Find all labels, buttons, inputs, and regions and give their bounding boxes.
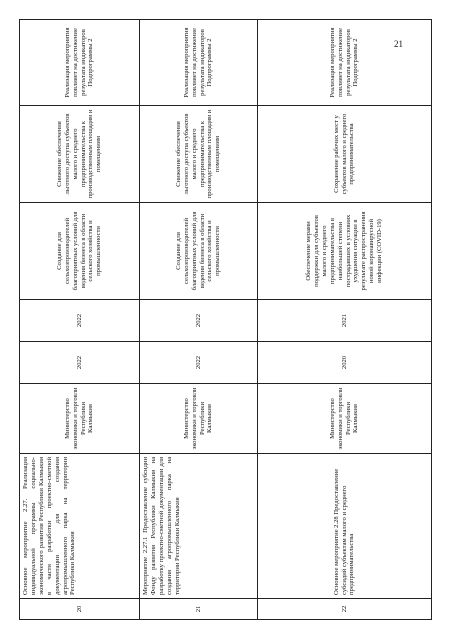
expected-result: Создание для сельхозпроизводителей благоприятных условий для ведения бизнеса в области сельского хозяйства и промышленности [20, 203, 140, 300]
table-row [140, 20, 258, 620]
indicator-link: Реализация мероприятия повлияет на достижение результата индикаторов Подпрограммы 2 [258, 20, 432, 106]
indicator-link: Реализация мероприятия повлияет на достижение результата индикаторов Подпрограммы 2 [20, 20, 140, 106]
executor: Министерство экономики и торговли Республики Калмыкия [258, 384, 432, 454]
measure-description: Мероприятие 2.27.1 Предоставление субсидии Фонду развития Республики Калмыкия на разработку проектно-сметной документации для создания агропромышленного парка на территории Республики Калмыкия [140, 454, 258, 599]
page-number: 21 [394, 39, 403, 49]
start-year: 2020 [258, 342, 432, 384]
consequence: Снижение обеспечения льготного доступа субъектов малого и среднего предпринимательства к производственным площадям и помещениям [140, 106, 258, 203]
row-number: 20 [20, 599, 140, 620]
start-year: 2022 [20, 342, 140, 384]
expected-result: Создание для сельхозпроизводителей благоприятных условий для ведения бизнеса в области сельского хозяйства и промышленности [140, 203, 258, 300]
expected-result: Обеспечение мерами поддержки для субъектов малого и среднего предпринимательства в наибольшей степени пострадавших в условиях ухудшения ситуации в результате распространения новой коронавирусной инфекции (COVID-19) [258, 203, 432, 300]
executor: Министерство экономики и торговли Республики Калмыкия [140, 384, 258, 454]
table-row [20, 20, 140, 620]
measure-description: Основное мероприятие 2.28 Предоставление субсидий субъектам малого и среднего предпринимательства [258, 454, 432, 599]
end-year: 2022 [20, 300, 140, 342]
program-measures-table [19, 19, 432, 620]
start-year: 2022 [140, 342, 258, 384]
table-row [258, 20, 432, 620]
rotated-table-wrapper [19, 20, 431, 620]
row-number: 22 [258, 599, 432, 620]
measure-description: Основное мероприятие 2.27. Реализация индивидуальной программы социально-экономического развития Республики Калмыкия в части разработки проектно-сметной документации для создания агропромышленного парка на территории Республики Калмыкия [20, 454, 140, 599]
end-year: 2021 [258, 300, 432, 342]
row-number: 21 [140, 599, 258, 620]
consequence: Снижение обеспечения льготного доступа субъектов малого и среднего предпринимательства к производственным площадям и помещениям [20, 106, 140, 203]
consequence: Сохранение рабочих мест у субъектов малого и среднего предпринимательства [258, 106, 432, 203]
executor: Министерство экономики и торговли Республики Калмыкия [20, 384, 140, 454]
indicator-link: Реализация мероприятия повлияет на достижение результата индикаторов Подпрограммы 2 [140, 20, 258, 106]
end-year: 2022 [140, 300, 258, 342]
